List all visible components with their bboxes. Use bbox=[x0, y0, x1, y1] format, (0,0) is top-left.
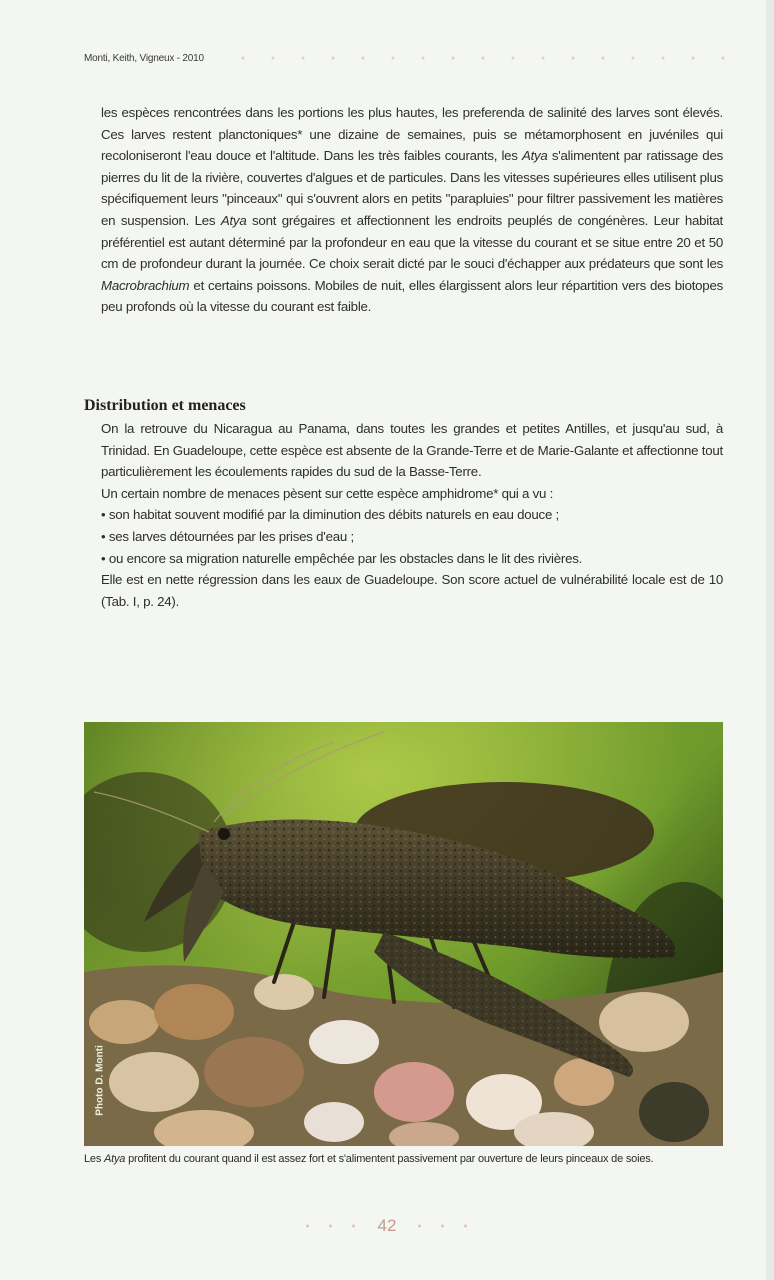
running-head bbox=[84, 50, 744, 66]
running-head-dots bbox=[228, 56, 744, 60]
text-run: les espèces rencontrées dans les portions les plus hautes, les preferenda de salinité des larves sont élevés. Ces larves restent planctoniques* une dizaine de semaines, puis se métamorphosent en juvéniles qui recoloniseront l'eau douce et l'altitude. Dans les très faibles courants, les bbox=[101, 105, 723, 164]
shrimp-photo bbox=[84, 722, 723, 1146]
running-head-citation: Monti, Keith, Vigneux - 2010 bbox=[84, 52, 204, 64]
text-run: s'alimentent par ratissage des pierres du lit de la rivière, couvertes d'algues et de particules. Dans les vitesses supérieures elles utilisent plus spécifiquement leurs "pinceaux" qui s'ouvrent alors en petits "parapluies" pour filtrer passivement les matières en suspension. Les bbox=[101, 148, 723, 228]
shrimp-photo-illustration bbox=[84, 722, 723, 1146]
text-run: et certains poissons. Mobiles de nuit, elles élargissent alors leur répartition vers des biotopes peu profonds où la vitesse du courant est faible. bbox=[101, 277, 723, 315]
page-edge bbox=[766, 0, 774, 1280]
section-paragraph: Elle est en nette régression dans les eaux de Guadeloupe. Son score actuel de vulnérabilité locale est de 10 (Tab. I, p. 24). bbox=[101, 572, 723, 609]
page-number: 42 bbox=[377, 1216, 397, 1235]
bullet-item: • ou encore sa migration naturelle empêchée par les obstacles dans le lit des rivières. bbox=[101, 550, 583, 566]
photo-credit bbox=[90, 1040, 110, 1130]
page-number-footer bbox=[0, 1214, 774, 1238]
italic-term: Macrobrachium bbox=[101, 277, 190, 293]
italic-term: Atya bbox=[220, 212, 247, 228]
photo-credit-text: Photo D. Monti bbox=[94, 1045, 106, 1116]
folio-dots-right bbox=[408, 1224, 478, 1228]
photo-caption bbox=[84, 1151, 723, 1167]
section-body bbox=[101, 418, 723, 612]
bullet-item: • son habitat souvent modifié par la diminution des débits naturels en eau douce ; bbox=[101, 507, 559, 523]
bullet-item: • ses larves détournées par les prises d'eau ; bbox=[101, 528, 354, 544]
italic-term: Atya bbox=[521, 148, 548, 164]
section-heading: Distribution et menaces bbox=[84, 397, 246, 414]
caption-text: profitent du courant quand il est assez fort et s'alimentent passivement par ouverture de leurs pinceaux de soies. bbox=[125, 1153, 654, 1165]
section-paragraph: Un certain nombre de menaces pèsent sur cette espèce amphidrome* qui a vu : bbox=[101, 485, 554, 501]
caption-text: Les bbox=[84, 1153, 104, 1165]
body-paragraph bbox=[101, 102, 723, 318]
text-run: sont grégaires et affectionnent les endroits peuplés de congénères. Leur habitat préférentiel est autant déterminé par la profondeur en eau que la vitesse du courant et se situe entre 20 et 50 cm de profondeur durant la journée. Ce choix serait dicté par le souci d'échapper aux prédateurs que sont les bbox=[101, 212, 724, 272]
folio-dots-left bbox=[296, 1224, 366, 1228]
caption-italic-term: Atya bbox=[104, 1153, 126, 1165]
section-paragraph: On la retrouve du Nicaragua au Panama, dans toutes les grandes et petites Antilles, et jusqu'au sud, à Trinidad. En Guadeloupe, cette espèce est absente de la Grande-Terre et de Marie-Galante et affectionne tout particulièrement les écoulements rapides du sud de la Basse-Terre. bbox=[101, 421, 723, 480]
paragraph-text bbox=[101, 102, 723, 318]
